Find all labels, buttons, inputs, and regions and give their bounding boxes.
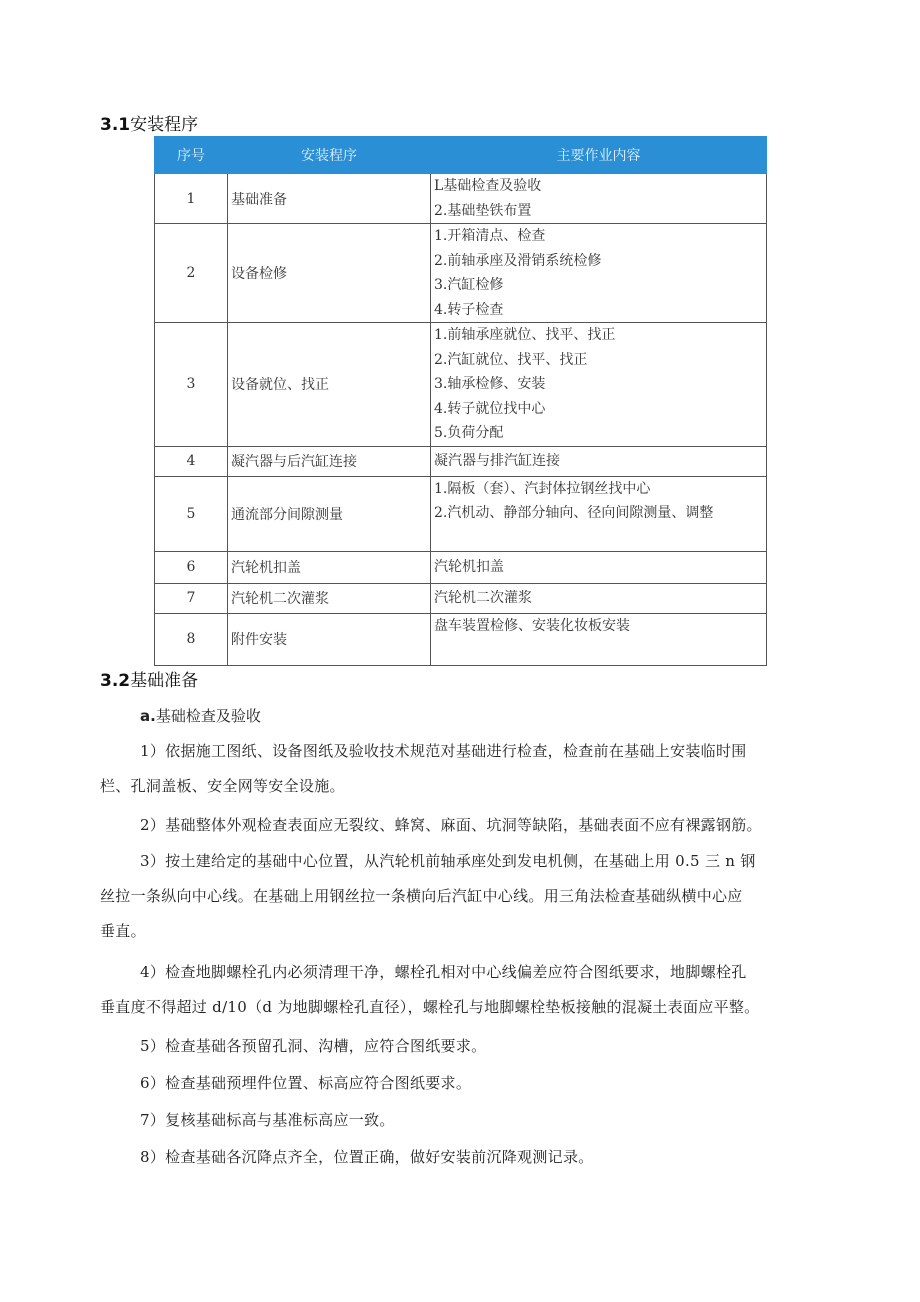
row-no: 4	[155, 446, 228, 476]
list-item: 4.转子就位找中心	[434, 400, 546, 417]
row-step: 基础准备	[228, 174, 431, 224]
row-step: 设备检修	[228, 224, 431, 323]
table-row	[155, 224, 767, 323]
paragraph-line: 5）检查基础各预留孔洞、沟槽，应符合图纸要求。	[140, 1037, 487, 1055]
row-items	[431, 446, 767, 476]
table-row	[155, 446, 767, 476]
section-number: 3.2	[100, 671, 131, 691]
list-item: 汽轮机扣盖	[434, 558, 504, 575]
list-item: 5.负荷分配	[434, 425, 504, 441]
list-item: 1.隔板（套）、汽封体拉钢丝找中心	[434, 480, 651, 497]
paragraph-line: 4）检查地脚螺栓孔内必须清理干净，螺栓孔相对中心线偏差应符合图纸要求，地脚螺栓孔	[140, 963, 747, 981]
row-items	[431, 476, 767, 551]
paragraph-line: 8）检查基础各沉降点齐全，位置正确，做好安装前沉降观测记录。	[140, 1148, 594, 1166]
table-row	[155, 613, 767, 665]
paragraph-line: 3）按土建给定的基础中心位置，从汽轮机前轴承座处到发电机侧，在基础上用 0.5 三 n 钢	[140, 852, 756, 870]
list-item: 1.前轴承座就位、找平、找正	[434, 327, 616, 343]
table-row	[155, 551, 767, 583]
section-heading-3-1	[100, 110, 198, 135]
paragraph-8	[100, 1140, 832, 1175]
header-no: 序号	[155, 137, 228, 174]
list-item: 4.转子检查	[434, 301, 504, 318]
row-no: 7	[155, 583, 228, 613]
installation-procedure-table	[154, 136, 767, 666]
row-step: 凝汽器与后汽缸连接	[228, 446, 431, 476]
row-step: 附件安装	[228, 613, 431, 665]
row-items	[431, 174, 767, 224]
list-item: L基础检查及验收	[434, 178, 542, 194]
paragraph-7	[100, 1103, 832, 1138]
list-item: 2.前轴承座及滑销系统检修	[434, 252, 602, 269]
row-step: 设备就位、找正	[228, 323, 431, 447]
table-row	[155, 323, 767, 447]
paragraph-line: 7）复核基础标高与基准标高应一致。	[140, 1111, 395, 1129]
row-items	[431, 224, 767, 323]
row-step: 通流部分间隙测量	[228, 476, 431, 551]
list-item: 1.开箱清点、检查	[434, 228, 546, 244]
list-item: 盘车装置检修、安装化妆板安装	[434, 617, 630, 634]
list-item: 2.汽缸就位、找平、找正	[434, 351, 588, 368]
paragraph-line: 垂直度不得超过 d/10（d 为地脚螺栓孔直径），螺栓孔与地脚螺栓垫板接触的混凝土表面应平整。	[100, 998, 760, 1016]
list-item: 汽轮机二次灌浆	[434, 589, 532, 606]
paragraph-4	[100, 955, 832, 1025]
row-no: 3	[155, 323, 228, 447]
row-items	[431, 323, 767, 447]
row-no: 5	[155, 476, 228, 551]
section-title: 基础准备	[130, 671, 199, 691]
list-item: 2.基础垫铁布置	[434, 202, 532, 219]
paragraph-line: 栏、孔洞盖板、安全网等安全设施。	[100, 777, 345, 795]
table-row	[155, 583, 767, 613]
header-step: 安装程序	[228, 137, 431, 174]
paragraph-line: 2）基础整体外观检查表面应无裂纹、蜂窝、麻面、坑洞等缺陷，基础表面不应有裸露钢筋。	[140, 816, 762, 834]
row-step: 汽轮机二次灌浆	[228, 583, 431, 613]
row-no: 1	[155, 174, 228, 224]
paragraph-line: 1）依据施工图纸、设备图纸及验收技术规范对基础进行检查，检查前在基础上安装临时围	[140, 742, 747, 760]
section-heading-3-2	[100, 666, 198, 691]
paragraph-line: 垂直。	[100, 922, 146, 940]
subsection-heading-a	[140, 705, 261, 726]
row-step: 汽轮机扣盖	[228, 551, 431, 583]
row-no: 6	[155, 551, 228, 583]
paragraph-5	[100, 1029, 832, 1064]
row-no: 8	[155, 613, 228, 665]
list-item: 3.汽缸检修	[434, 277, 504, 293]
list-item: 3.轴承检修、安装	[434, 376, 546, 392]
list-item: 2.汽机动、静部分轴向、径向间隙测量、调整	[434, 505, 714, 521]
list-item: 凝汽器与排汽缸连接	[434, 452, 560, 469]
paragraph-line: 丝拉一条纵向中心线。在基础上用钢丝拉一条横向后汽缸中心线。用三角法检查基础纵横中心应	[100, 887, 743, 905]
table-header-row	[155, 137, 767, 174]
paragraph-3	[100, 844, 832, 949]
table-row	[155, 476, 767, 551]
table-row	[155, 174, 767, 224]
section-number: 3.1	[100, 115, 131, 135]
paragraph-2	[100, 808, 832, 843]
row-no: 2	[155, 224, 228, 323]
paragraph-line: 6）检查基础预埋件位置、标高应符合图纸要求。	[140, 1074, 472, 1092]
paragraph-1	[100, 734, 832, 804]
row-items	[431, 551, 767, 583]
section-title: 安装程序	[130, 115, 199, 135]
subsection-letter: a.	[140, 707, 156, 725]
paragraph-6	[100, 1066, 832, 1101]
header-content: 主要作业内容	[431, 137, 767, 174]
subsection-title: 基础检查及验收	[155, 707, 261, 725]
row-items	[431, 613, 767, 665]
row-items	[431, 583, 767, 613]
